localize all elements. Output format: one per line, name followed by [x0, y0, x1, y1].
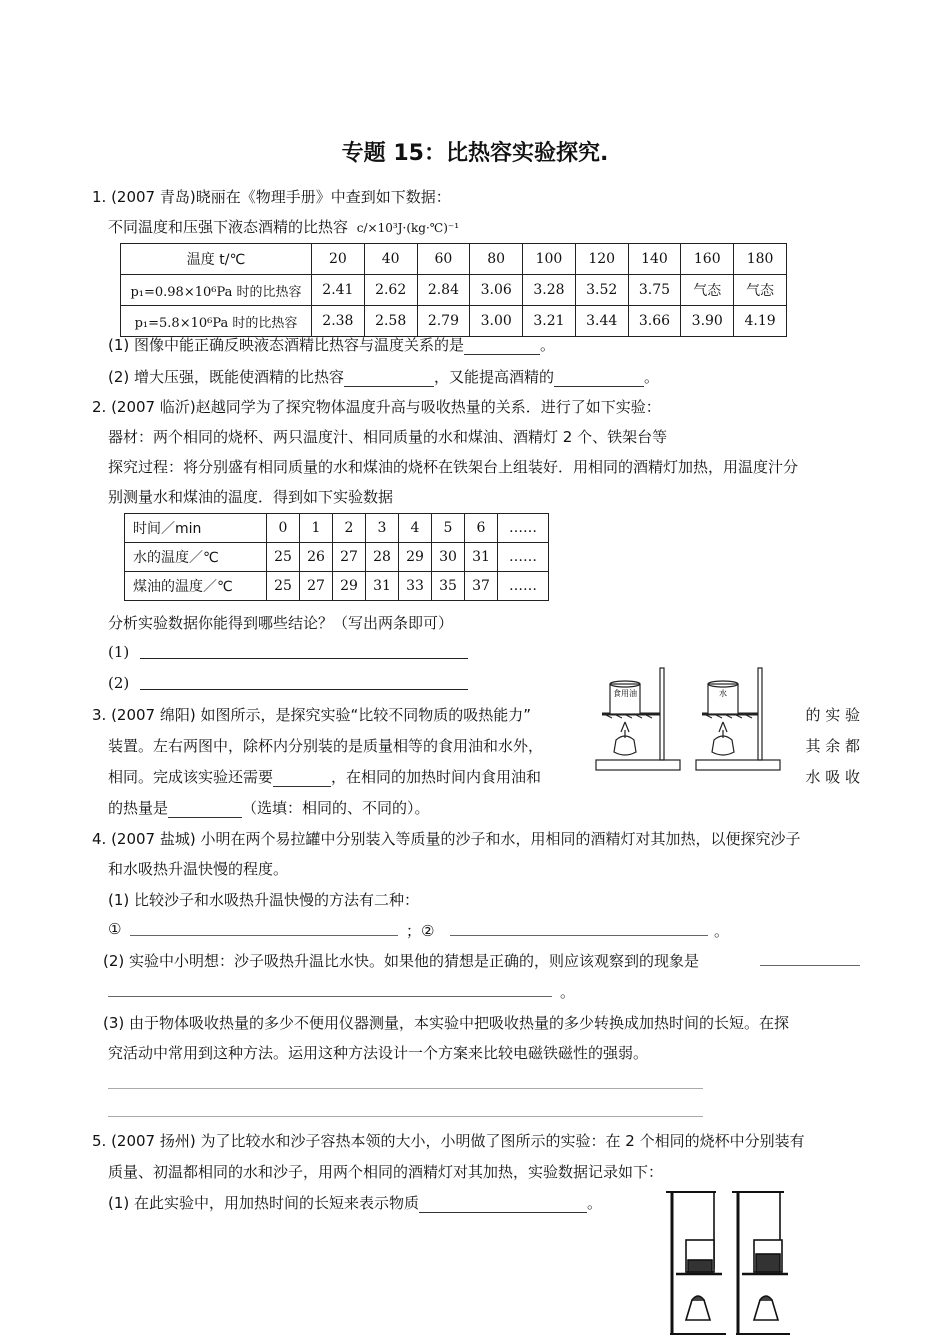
q1-header-cell: 180: [734, 244, 787, 275]
q2-equipment: 器材：两个相同的烧杯、两只温度汁、相同质量的水和煤油、酒精灯 2 个、铁架台等: [108, 428, 668, 446]
q2-row-label: 煤油的温度／℃: [125, 572, 267, 601]
q2-cell: 31: [366, 572, 399, 601]
q2-table-row: [125, 572, 549, 601]
q1-table-row: [121, 306, 787, 337]
q1-cell: 3.21: [523, 306, 576, 337]
q5-heating-figure: [662, 1188, 792, 1338]
q1-sub2-blank-1[interactable]: [344, 386, 434, 387]
q2-header-cell: 4: [399, 514, 432, 543]
q3-line-2: 装置。左右两图中，除杯内分别装的是质量相等的食用油和水外，: [108, 737, 544, 755]
q3-line-1: 3. (2007 绵阳) 如图所示，是探究实验“比较不同物质的吸热能力”: [92, 706, 532, 724]
q1-row-label: p₁=5.8×10⁶Pa 时的比热容: [121, 306, 312, 337]
q2-cell: 25: [267, 543, 300, 572]
q2-cell: 33: [399, 572, 432, 601]
q4-sub3-1: (3) 由于物体吸收热量的多少不便用仪器测量，本实验中把吸收热量的多少转换成加热时间的长短。在探: [103, 1014, 790, 1032]
q2-header-cell: 3: [366, 514, 399, 543]
q3-line-4-a: 的热量是: [108, 799, 169, 817]
q1-cell: 2.41: [312, 275, 365, 306]
q3-line-4: [108, 797, 430, 818]
stand-base-right: [696, 760, 780, 770]
q2-answer-2-label: (2): [108, 674, 130, 692]
q1-cell: 3.06: [470, 275, 523, 306]
q5-sub1-end: 。: [587, 1194, 603, 1212]
q1-header-cell: 温度 t/℃: [121, 244, 312, 275]
q1-cell: 3.00: [470, 306, 523, 337]
q2-process-1: 探究过程：将分别盛有相同质量的水和煤油的烧杯在铁架台上组装好．用相同的酒精灯加热，用温度汁分: [108, 458, 799, 476]
q1-table-header: [121, 244, 787, 275]
q2-header-cell: 5: [432, 514, 465, 543]
q2-answer-1-label: (1): [108, 643, 130, 661]
q2-table-header: [125, 514, 549, 543]
q3-line-3-a: 相同。完成该实验还需要: [108, 768, 274, 786]
q1-cell: 3.66: [628, 306, 681, 337]
q4-line-1: 4. (2007 盐城) 小明在两个易拉罐中分别装入等质量的沙子和水，用相同的酒精灯对其加热，以便探究沙子: [92, 830, 801, 848]
q1-sub1-text: (1) 图像中能正确反映液态酒精比热容与温度关系的是: [108, 336, 465, 354]
q1-header-cell: 40: [364, 244, 417, 275]
q1-caption-text: 不同温度和压强下液态酒精的比热容: [108, 218, 349, 236]
q5-sub1-text: (1) 在此实验中，用加热时间的长短来表示物质: [108, 1194, 420, 1212]
q1-cell: 2.38: [312, 306, 365, 337]
q1-table: [120, 243, 787, 337]
q1-header-cell: 120: [575, 244, 628, 275]
q2-intro: 2. (2007 临沂)赵越同学为了探究物体温度升高与吸收热量的关系．进行了如下实验：: [92, 398, 661, 416]
q3-blank-1[interactable]: [273, 786, 331, 787]
q2-header-cell: 6: [465, 514, 498, 543]
page-title: 专题 15：比热容实验探究.: [341, 141, 609, 166]
q1-caption: [108, 216, 459, 237]
q2-cell: 35: [432, 572, 465, 601]
q2-cell: 30: [432, 543, 465, 572]
q4-sub1: (1) 比较沙子和水吸热升温快慢的方法有二种：: [108, 891, 420, 909]
q2-header-cell: ……: [498, 514, 549, 543]
q2-cell: 27: [300, 572, 333, 601]
q2-answer-2-line[interactable]: [140, 689, 468, 690]
q2-header-cell: 2: [333, 514, 366, 543]
q1-sub2-text-a: (2) 增大压强，既能使酒精的比热容: [108, 368, 345, 386]
q2-row-label: 水的温度／℃: [125, 543, 267, 572]
q3-line-4-b: （选填：相同的、不同的）。: [242, 799, 430, 817]
q1-cell: 2.79: [417, 306, 470, 337]
q2-cell: 37: [465, 572, 498, 601]
q4-answer-line-2[interactable]: [108, 1116, 703, 1117]
q2-process-2: 别测量水和煤油的温度．得到如下实验数据: [108, 488, 394, 506]
q3-line-2-right: 其 余 都: [805, 737, 860, 755]
q2-cell: 31: [465, 543, 498, 572]
q1-header-cell: 100: [523, 244, 576, 275]
q1-intro: 1. (2007 青岛)晓丽在《物理手册》中查到如下数据：: [92, 188, 451, 206]
q1-cell: 4.19: [734, 306, 787, 337]
q1-sub2-text-b: ，又能提高酒精的: [434, 368, 555, 386]
q5-blank-1[interactable]: [419, 1212, 587, 1213]
q1-cell: 3.75: [628, 275, 681, 306]
q3-line-1-right: 的 实 验: [805, 706, 860, 724]
q4-blank-2[interactable]: [450, 935, 708, 936]
q4-sub2-end: 。: [560, 983, 576, 1001]
q1-sub2-end: 。: [644, 368, 660, 386]
q4-circle-1: ①: [108, 920, 122, 938]
q1-sub2-blank-2[interactable]: [554, 386, 644, 387]
q2-table-row: [125, 543, 549, 572]
stand-rod-left: [660, 668, 664, 760]
q4-sub3-2: 究活动中常用到这种方法。运用这种方法设计一个方案来比较电磁铁磁性的强弱。: [108, 1044, 649, 1062]
q5-line-1: 5. (2007 扬州) 为了比较水和沙子容热本领的大小，小明做了图所示的实验：在 2 个相同的烧杯中分别装有: [92, 1132, 805, 1150]
q1-cell: 3.28: [523, 275, 576, 306]
label-cooking-oil: 食用油: [613, 689, 637, 698]
q1-cell: 2.84: [417, 275, 470, 306]
q1-header-cell: 60: [417, 244, 470, 275]
q2-cell: ……: [498, 543, 549, 572]
q2-answer-1-line[interactable]: [140, 658, 468, 659]
q4-sub2: (2) 实验中小明想：沙子吸热升温比水快。如果他的猜想是正确的，则应该观察到的现象是: [103, 952, 700, 970]
q2-header-cell: 1: [300, 514, 333, 543]
q1-sub2: [108, 366, 659, 387]
q1-cell: 3.90: [681, 306, 734, 337]
q4-line-2: 和水吸热升温快慢的程度。: [108, 860, 289, 878]
q1-row-label: p₁=0.98×10⁶Pa 时的比热容: [121, 275, 312, 306]
q3-line-3: [108, 766, 541, 787]
q5-line-2: 质量、初温都相同的水和沙子，用两个相同的酒精灯对其加热，实验数据记录如下：: [108, 1163, 664, 1181]
q4-sep: ；②: [406, 922, 435, 940]
q1-cell: 2.62: [364, 275, 417, 306]
q5-sub1: [108, 1192, 602, 1213]
q1-sub1-blank[interactable]: [464, 354, 540, 355]
q1-cell: 3.52: [575, 275, 628, 306]
q2-cell: 29: [399, 543, 432, 572]
q1-table-row: [121, 275, 787, 306]
q1-header-cell: 160: [681, 244, 734, 275]
q2-cell: 27: [333, 543, 366, 572]
label-water: 水: [719, 689, 727, 698]
stand-base-left: [596, 760, 680, 770]
q1-cell: 气态: [734, 275, 787, 306]
q4-sub1-end: 。: [714, 922, 730, 940]
q4-blank-3[interactable]: [760, 965, 860, 966]
q1-sub1: [108, 334, 555, 355]
heating-apparatus-figure: [594, 662, 784, 774]
q1-sub1-end: 。: [540, 336, 556, 354]
q2-cell: 25: [267, 572, 300, 601]
q2-cell: 26: [300, 543, 333, 572]
q4-blank-4[interactable]: [108, 996, 552, 997]
q2-header-cell: 0: [267, 514, 300, 543]
q1-header-cell: 140: [628, 244, 681, 275]
q2-cell: ……: [498, 572, 549, 601]
q4-blank-1[interactable]: [130, 935, 398, 936]
q2-table: [124, 513, 549, 601]
q1-header-cell: 80: [470, 244, 523, 275]
q4-answer-line-1[interactable]: [108, 1088, 703, 1089]
q2-header-cell: 时间／min: [125, 514, 267, 543]
q3-blank-2[interactable]: [168, 817, 242, 818]
q1-cell: 气态: [681, 275, 734, 306]
q2-cell: 28: [366, 543, 399, 572]
q1-caption-unit: c/×10³J·(kg·℃)⁻¹: [356, 221, 460, 235]
q1-cell: 2.58: [364, 306, 417, 337]
stand-rod-right: [758, 668, 762, 760]
q3-line-3-b: ，在相同的加热时间内食用油和: [331, 768, 542, 786]
q2-question: 分析实验数据你能得到哪些结论？（写出两条即可）: [108, 614, 454, 632]
q3-line-3-right: 水 吸 收: [805, 768, 860, 786]
q1-header-cell: 20: [312, 244, 365, 275]
q2-cell: 29: [333, 572, 366, 601]
q1-cell: 3.44: [575, 306, 628, 337]
